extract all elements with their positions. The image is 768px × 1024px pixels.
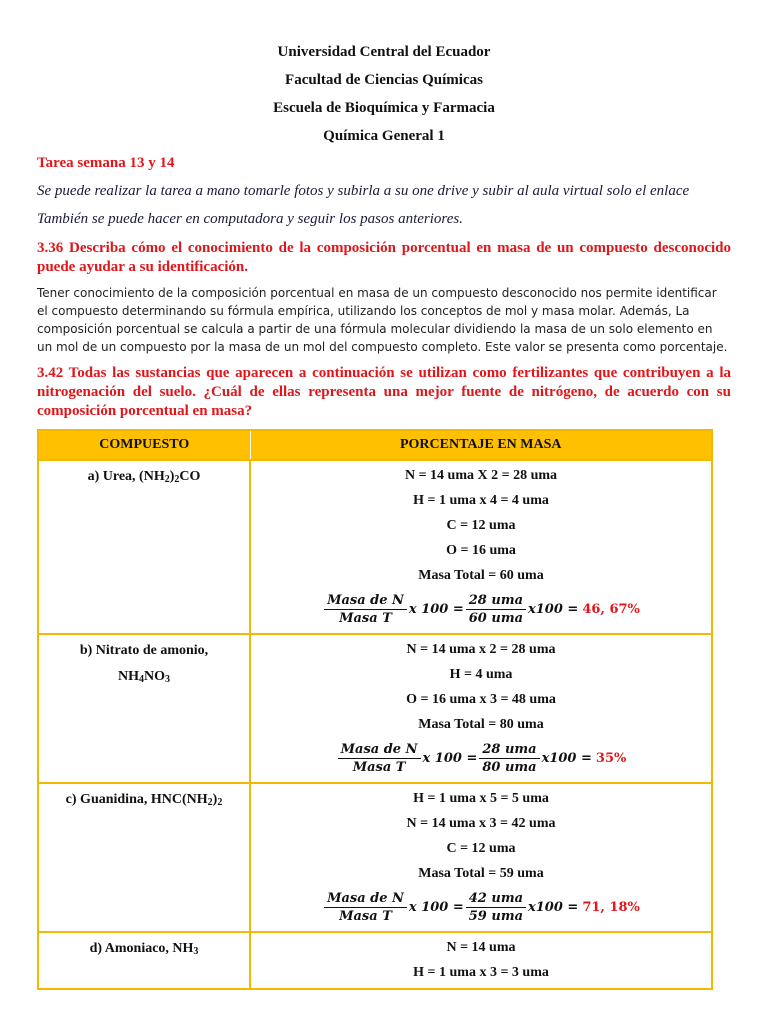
instruction-1: Se puede realizar la tarea a mano tomarle fotos y subirla a su one drive y subir al aula virtual solo el enlace [37, 183, 690, 199]
calc-line: H = 1 uma x 3 = 3 uma [413, 965, 549, 980]
table-row [38, 932, 712, 989]
result-percent: 71, 18% [582, 899, 640, 915]
compound-cell [38, 634, 250, 783]
percent-formula: $\frac{\text{Masa de N}}{\text{Masa T}}$ x 100 = $\frac{\text{42 uma}}{\text{59 uma}}$ x100 = 71, 18% [251, 886, 711, 928]
calc-line: N = 14 uma x 3 = 42 uma [406, 816, 556, 831]
result-percent: 46, 67% [582, 601, 640, 617]
university-title: Universidad Central del Ecuador [277, 44, 491, 60]
compound-name: b) Nitrato de amonio, [79, 643, 209, 658]
column-header-mass-percent: PORCENTAJE EN MASA [250, 430, 712, 460]
compound-name: d) Amoniaco, $NH_3$ [89, 941, 199, 957]
table-row [38, 783, 712, 932]
calc-line: N = 14 uma X 2 = 28 uma [404, 468, 558, 483]
column-header-compound: COMPUESTO [38, 430, 250, 460]
mass-percent-cell [250, 460, 712, 634]
calc-line: H = 1 uma x 4 = 4 uma [413, 493, 549, 508]
course-title: Química General 1 [323, 128, 445, 144]
answer-3-36: Tener conocimiento de la composición porcentual en masa de un compuesto desconocido nos permite identificar el compuesto determinando su fórmula empírica, utilizando los conceptos de mol y masa molar. Además, La composición porcentual se calcula a partir de una fórmula molecular dividiendo la masa de un solo elemento en un mol de un compuesto por la masa de un mol del compuesto completo. Este valor se presenta como porcentaje. [37, 286, 728, 354]
compound-name: c) Guanidina, $HNC(NH_2)_2$ [65, 792, 223, 808]
question-3-42: 3.42 Todas las sustancias que aparecen a continuación se utilizan como fertilizantes que contribuyen a la nitrogenación del suelo. ¿Cuál de ellas representa una mejor fuente de nitrógeno, de acuerdo con su composición porcentual en masa? [37, 365, 731, 419]
compound-name: a) Urea, $(NH_2)_2CO$ [87, 469, 201, 485]
composition-table [37, 429, 713, 990]
percent-formula: $\frac{\text{Masa de N}}{\text{Masa T}}$ x 100 = $\frac{\text{28 uma}}{\text{80 uma}}$ x100 = 35% [251, 737, 711, 779]
calc-line: Masa Total = 60 uma [418, 568, 544, 583]
compound-cell [38, 783, 250, 932]
calc-line: O = 16 uma x 3 = 48 uma [406, 692, 556, 707]
calc-line: N = 14 uma [446, 940, 516, 955]
compound-cell [38, 460, 250, 634]
compound-cell [38, 932, 250, 989]
mass-percent-cell [250, 932, 712, 989]
calc-line: H = 4 uma [449, 667, 513, 682]
table-header-row [38, 430, 712, 460]
table-row [38, 634, 712, 783]
instruction-2: También se puede hacer en computadora y seguir los pasos anteriores. [37, 211, 463, 227]
calc-line: Masa Total = 80 uma [418, 717, 544, 732]
table-row [38, 460, 712, 634]
compound-formula: $NH_4NO_3$ [118, 669, 170, 685]
faculty-title: Facultad de Ciencias Químicas [285, 72, 483, 88]
mass-percent-cell [250, 783, 712, 932]
result-percent: 35% [595, 750, 627, 766]
calc-line: C = 12 uma [446, 518, 516, 533]
calc-line: O = 16 uma [446, 543, 516, 558]
mass-percent-cell [250, 634, 712, 783]
calc-line: H = 1 uma x 5 = 5 uma [413, 791, 549, 806]
school-title: Escuela de Bioquímica y Farmacia [273, 100, 495, 116]
calc-line: N = 14 uma x 2 = 28 uma [406, 642, 556, 657]
percent-formula: $\frac{\text{Masa de N}}{\text{Masa T}}$ x 100 = $\frac{\text{28 uma}}{\text{60 uma}}$ x100 = 46, 67% [251, 588, 711, 630]
calc-line: C = 12 uma [446, 841, 516, 856]
calc-line: Masa Total = 59 uma [418, 866, 544, 881]
question-3-36: 3.36 Describa cómo el conocimiento de la composición porcentual en masa de un compuesto desconocido puede ayudar a su identificación. [37, 240, 731, 275]
task-title: Tarea semana 13 y 14 [37, 155, 175, 171]
